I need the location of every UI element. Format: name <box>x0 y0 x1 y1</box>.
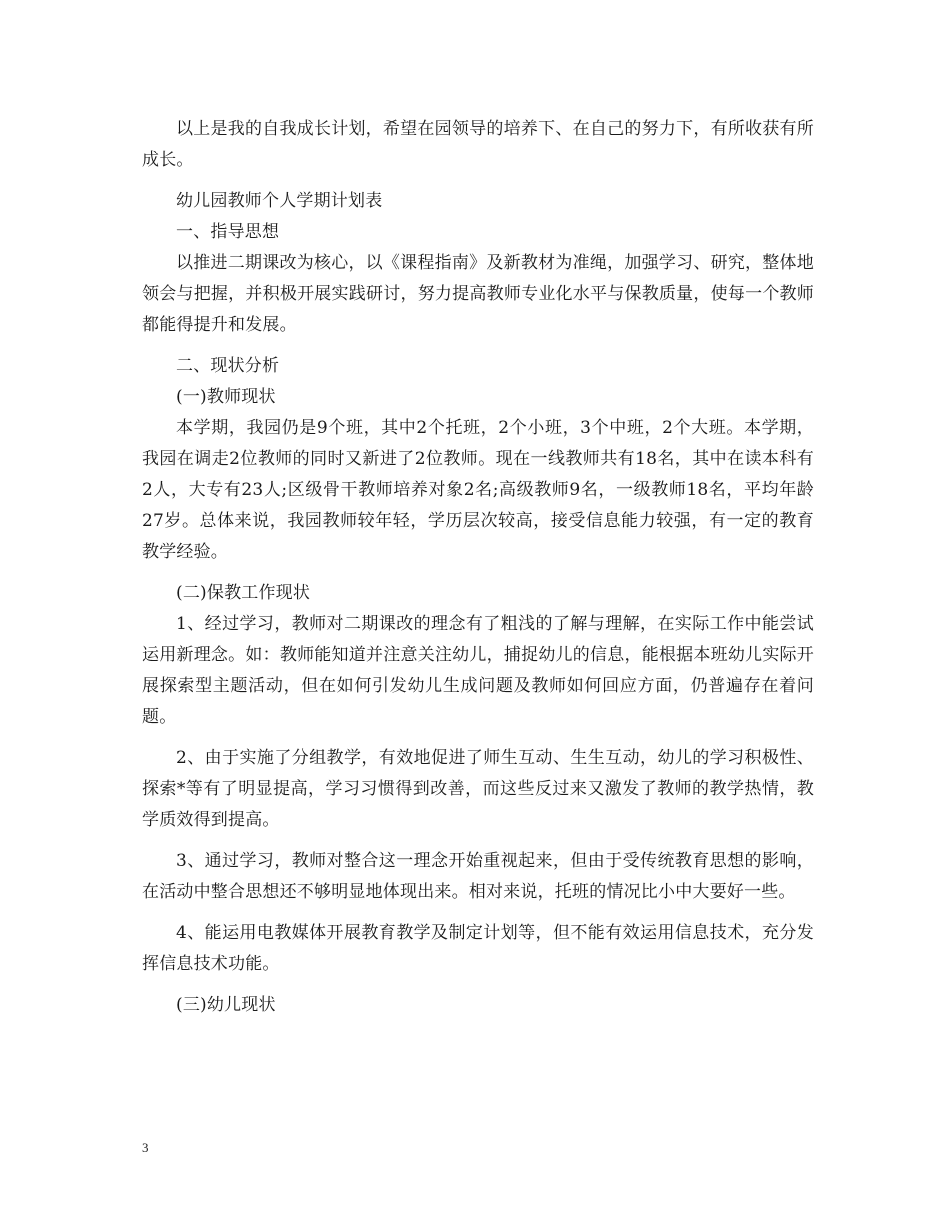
paragraph-conclusion: 以上是我的自我成长计划，希望在园领导的培养下、在自己的努力下，有所收获有所成长。 <box>142 119 814 170</box>
paragraph-item-1: 1、经过学习，教师对二期课改的理念有了粗浅的了解与理解，在实际工作中能尝试运用新理念。如：教师能知道并注意关注幼儿，捕捉幼儿的信息，能根据本班幼儿实际开展探索型主题活动，但在如何引发幼儿生成问题及教师如何回应方面，仍普遍存在着问题。 <box>142 614 814 727</box>
paragraph-guiding-thought: 以推进二期课改为核心，以《课程指南》及新教材为准绳，加强学习、研究，整体地领会与把握，并积极开展实践研讨，努力提高教师专业化水平与保教质量，使每一个教师都能得提升和发展。 <box>142 253 814 335</box>
document-body <box>142 114 814 1021</box>
heading-care-education-status: (二)保教工作现状 <box>176 583 311 603</box>
heading-teacher-status: (一)教师现状 <box>176 387 276 407</box>
page-number: 3 <box>142 1140 149 1155</box>
paragraph-item-3: 3、通过学习，教师对整合这一理念开始重视起来，但由于受传统教育思想的影响，在活动中整合思想还不够明显地体现出来。相对来说，托班的情况比小中大要好一些。 <box>142 851 814 902</box>
paragraph-teacher-status: 本学期，我园仍是9个班，其中2个托班，2个小班，3个中班，2个大班。本学期，我园在调走2位教师的同时又新进了2位教师。现在一线教师共有18名，其中在读本科有2人，大专有23人;区级骨干教师培养对象2名;高级教师9名，一级教师18名，平均年龄27岁。总体来说，我园教师较年轻，学历层次较高，接受信息能力较强，有一定的教育教学经验。 <box>142 418 814 562</box>
paragraph-item-2: 2、由于实施了分组教学，有效地促进了师生互动、生生互动，幼儿的学习积极性、探索*等有了明显提高，学习习惯得到改善，而这些反过来又激发了教师的教学热情，教学质效得到提高。 <box>142 748 814 830</box>
heading-children-status: (三)幼儿现状 <box>176 995 276 1015</box>
paragraph-item-4: 4、能运用电教媒体开展教育教学及制定计划等，但不能有效运用信息技术，充分发挥信息技术功能。 <box>142 923 814 974</box>
heading-status-analysis: 二、现状分析 <box>176 356 280 376</box>
section-title: 幼儿园教师个人学期计划表 <box>176 191 383 211</box>
heading-guiding-thought: 一、指导思想 <box>176 222 280 242</box>
